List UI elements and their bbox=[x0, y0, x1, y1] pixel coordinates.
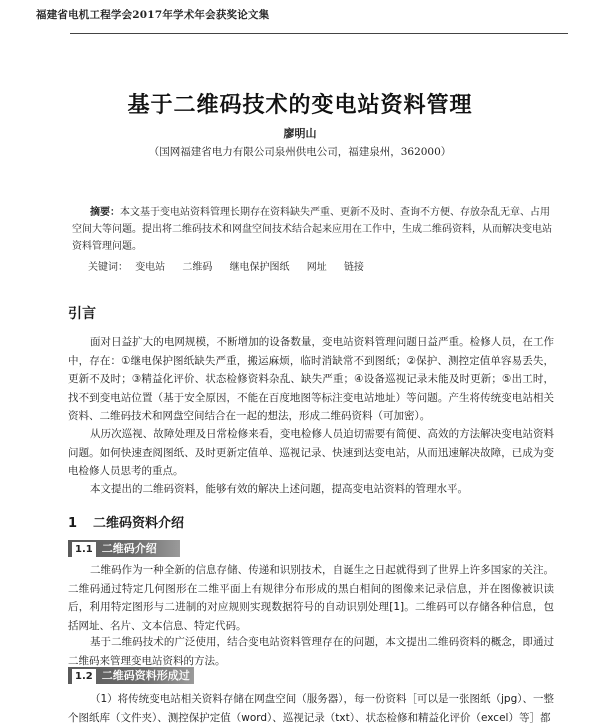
abstract bbox=[72, 204, 552, 255]
keyword: 链接 bbox=[343, 262, 364, 273]
keyword: 网址 bbox=[306, 262, 327, 273]
intro-paragraph-1: 面对日益扩大的电网规模，不断增加的设备数量，变电站资料管理问题日益严重。检修人员，在工作中，存在：①继电保护图纸缺失严重，搬运麻烦，临时消缺常不到图纸；②保护、测控定值单容易丢失，更新不及时；③精益化评价、状态检修资料杂乱、缺失严重；④设备巡视记录未能及时更新；⑤出工时，找不到变电站位置（基于安全原因，不能在百度地图等标注变电站地址）等问题。产生将传统变电站相关资料、二维码技术和网盘空间结合在一起的想法，形成二维码资料（可加密）。 bbox=[68, 336, 554, 423]
intro-paragraph-2: 从历次巡视、故障处理及日常检修来看，变电检修人员迫切需要有简便、高效的方法解决变电站资料问题。如何快速查阅图纸、及时更新定值单、巡视记录、快速到达变电站，从而迅速解决故障，已成为变电检修人员思考的重点。 bbox=[68, 428, 554, 478]
abstract-text: 本文基于变电站资料管理长期存在资料缺失严重、更新不及时、查询不方便、存放杂乱无章、占用空间大等问题。提出将二维码技术和网盘空间技术结合起来应用在工作中，生成二维码资料，从而解决变电站资料管理问题。 bbox=[72, 207, 552, 252]
paper-affiliation: （国网福建省电力有限公司泉州供电公司，福建泉州，362000） bbox=[148, 146, 452, 158]
subsection-1-2-paragraph-1: （1）将传统变电站相关资料存储在网盘空间（服务器），每一份资料［可以是一张图纸（jpg）、一整个图纸库（文件夹）、测控保护定值（word）、巡视记录（txt）、状态检修和精益化评价（excel）等］都 bbox=[68, 693, 554, 724]
running-head: 福建省电机工程学会2017年学术年会获奖论文集 bbox=[36, 9, 270, 21]
header-rule bbox=[70, 33, 568, 34]
abstract-label: 摘要： bbox=[90, 207, 120, 218]
subsection-1-1-paragraph-1: 二维码作为一种全新的信息存储、传递和识别技术，自诞生之日起就得到了世界上许多国家的关注。二维码通过特定几何图形在二维平面上有规律分布形成的黑白相间的图像来记录信息，并在图像被识读后，利用特定图形与二进制的对应规则实现数据符号的自动识别处理[1]。二维码可以存储各种信息，包括网址、名片、文本信息、特定代码。 bbox=[68, 564, 554, 632]
section-1-heading bbox=[68, 512, 184, 531]
paper-author: 廖明山 bbox=[283, 127, 317, 140]
keyword: 变电站 bbox=[135, 262, 166, 273]
keyword: 二维码 bbox=[182, 262, 213, 273]
subsection-1-2-heading bbox=[68, 667, 194, 699]
intro-paragraph-3: 本文提出的二维码资料，能够有效的解决上述问题，提高变电站资料的管理水平。 bbox=[90, 483, 468, 495]
subsection-title: 二维码介绍 bbox=[101, 542, 157, 555]
subsection-1-1-heading bbox=[68, 540, 180, 557]
keyword: 继电保护图纸 bbox=[229, 262, 290, 273]
keywords bbox=[88, 258, 378, 273]
keywords-label: 关键词： bbox=[88, 262, 128, 273]
section-number: 1 bbox=[68, 516, 78, 531]
subsection-1-1-paragraph-2: 基于二维码技术的广泛使用，结合变电站资料管理存在的问题，本文提出二维码资料的概念，即通过二维码来管理变电站资料的方法。 bbox=[68, 636, 554, 667]
subsection-number: 1.1 bbox=[72, 542, 96, 557]
paper-title: 基于二维码技术的变电站资料管理 bbox=[127, 92, 473, 118]
subsection-number: 1.2 bbox=[72, 669, 96, 684]
subsection-title: 二维码资料形成过程 bbox=[72, 669, 190, 699]
intro-heading: 引言 bbox=[68, 306, 96, 322]
section-title: 二维码资料介绍 bbox=[93, 516, 185, 531]
